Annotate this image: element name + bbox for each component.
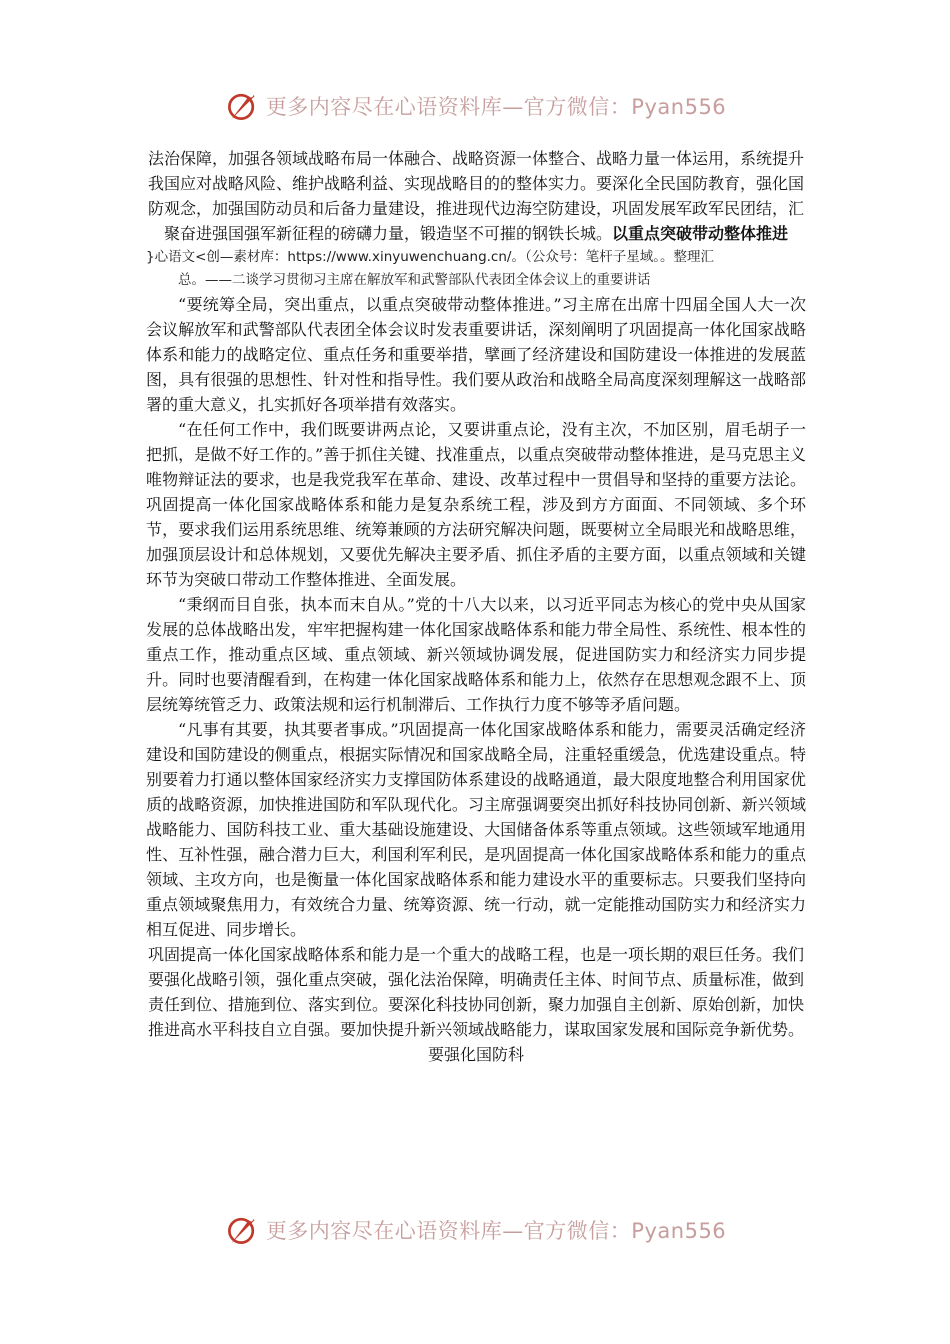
body-paragraph-3: “秉纲而目自张，执本而末自从。”党的十八大以来，以习近平同志为核心的党中央从国家发展的总体战略出发，牢牢把握构建一体化国家战略体系和能力带全局性、系统性、根本性的重点工作，推动重点区域、重点领域、新兴领域协调发展，促进国防实力和经济实力同步提升。同时也要清醒看到，在构建一体化国家战略体系和能力上，依然存在思想观念跟不上、顶层统筹统管乏力、政策法规和运行机制滞后、工作执行力度不够等矛盾问题。	[146, 595, 806, 714]
watermark-footer	[0, 1208, 950, 1252]
body-paragraph-2: “在任何工作中，我们既要讲两点论，又要讲重点论，没有主次，不加区别，眉毛胡子一把抓，是做不好工作的。”善于抓住关键、找准重点，以重点突破带动整体推进，是马克思主义唯物辩证法的要求，也是我党我军在革命、建设、改革过程中一贯倡导和坚持的重要方法论。巩固提高一体化国家战略体系和能力是复杂系统工程，涉及到方方面面、不同领域、多个环节，要求我们运用系统思维、统筹兼顾的方法研究解决问题，既要树立全局眼光和战略思维，加强顶层设计和总体规划，又要优先解决主要矛盾、抓住矛盾的主要方面，以重点领域和关键环节为突破口带动工作整体推进、全面发展。	[146, 420, 806, 589]
intro-text: 法治保障，加强各领域战略布局一体融合、战略资源一体整合、战略力量一体运用，系统提升我国应对战略风险、维护战略利益、实现战略目的的整体实力。要深化全民国防教育，强化国防观念，加强国防动员和后备力量建设，推进现代边海空防建设，巩固发展军政军民团结，汇聚奋进强国强军新征程的磅礴力量，锻造坚不可摧的钢铁长城。	[147, 149, 804, 243]
watermark-text: 更多内容尽在心语资料库—官方微信：Pyan556	[265, 1219, 727, 1243]
quill-pen-logo-icon	[224, 88, 260, 124]
body-paragraph-4: “凡事有其要，执其要者事成。”巩固提高一体化国家战略体系和能力，需要灵活确定经济建设和国防建设的侧重点，根据实际情况和国家战略全局，注重轻重缓急，优选建设重点。特别要着力打通以整体国家经济实力支撑国防体系建设的战略通道，最大限度地整合利用国家优质的战略资源，加快推进国防和军队现代化。习主席强调要突出抓好科技协同创新、新兴领域战略能力、国防科技工业、重大基础设施建设、大国储备体系等重点领域。这些领域军地通用性、互补性强，融合潜力巨大，利国利军利民，是巩固提高一体化国家战略体系和能力的重点领域、主攻方向，也是衡量一体化国家战略体系和能力建设水平的重要标志。只要我们坚持向重点领域聚焦用力，有效统合力量、统筹资源、统一行动，就一定能推动国防实力和经济实力相互促进、同步增长。	[146, 720, 806, 939]
source-line-1: }心语文<创—素材库：https://www.xinyuwenchuang.cn/。（公众号：笔杆子星域。。整理汇	[146, 249, 714, 265]
source-line-2: 总。——二谈学习贯彻习主席在解放军和武警部队代表团全体会议上的重要讲话	[178, 272, 651, 288]
closing-paragraph: 巩固提高一体化国家战略体系和能力是一个重大的战略工程，也是一项长期的艰巨任务。我们要强化战略引领，强化重点突破，强化法治保障，明确责任主体、时间节点、质量标准，做到责任到位、措施到位、落实到位。要深化科技协同创新，聚力加强自主创新、原始创新，加快推进高水平科技自立自强。要加快提升新兴领域战略能力，谋取国家发展和国际竞争新优势。要强化国防科	[147, 945, 804, 1064]
intro-paragraph	[146, 146, 806, 246]
body-paragraph-1: “要统筹全局，突出重点，以重点突破带动整体推进。”习主席在出席十四届全国人大一次会议解放军和武警部队代表团全体会议时发表重要讲话，深刻阐明了巩固提高一体化国家战略体系和能力的战略定位、重点任务和重要举措，擘画了经济建设和国防建设一体推进的发展蓝图，具有很强的思想性、针对性和指导性。我们要从政治和战略全局高度深刻理解这一战略部署的重大意义，扎实抓好各项举措有效落实。	[146, 295, 806, 414]
document-body	[146, 146, 806, 1067]
watermark-text: 更多内容尽在心语资料库—官方微信：Pyan556	[265, 95, 727, 119]
watermark-header	[0, 84, 950, 128]
section-heading: 以重点突破带动整体推进	[612, 224, 789, 243]
quill-pen-logo-icon	[224, 1212, 260, 1248]
